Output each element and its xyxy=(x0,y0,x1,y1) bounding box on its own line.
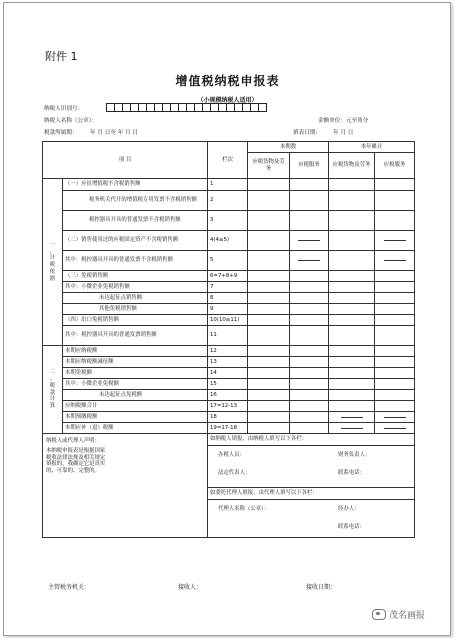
na-cell xyxy=(375,231,415,251)
amount-cell[interactable] xyxy=(290,390,329,401)
period-label: 税款所属期： xyxy=(44,130,78,136)
amount-cell[interactable] xyxy=(248,423,290,434)
na-cell xyxy=(290,231,329,251)
taxpayer-phone-label: 联系电话： xyxy=(338,470,365,476)
tax-return-table xyxy=(42,141,415,538)
amount-cell[interactable] xyxy=(248,368,290,379)
amount-cell[interactable] xyxy=(375,304,415,315)
row-label: 未达起征点销售额 xyxy=(63,293,208,304)
amount-cell[interactable] xyxy=(248,293,290,304)
amount-cell[interactable] xyxy=(375,293,415,304)
amount-cell[interactable] xyxy=(375,357,415,368)
amount-cell[interactable] xyxy=(329,401,375,412)
amount-cell[interactable] xyxy=(290,179,329,191)
amount-cell[interactable] xyxy=(248,191,290,211)
na-cell xyxy=(329,423,375,434)
amount-cell[interactable] xyxy=(248,282,290,293)
row-label: 本期应补（退）税额 xyxy=(63,423,208,434)
amount-cell[interactable] xyxy=(329,271,375,282)
amount-cell[interactable] xyxy=(375,271,415,282)
unit-label: 金额单位：元至角分 xyxy=(318,118,369,124)
row-label: 未达起征点免税额 xyxy=(63,390,208,401)
amount-cell[interactable] xyxy=(248,326,290,346)
attachment-label: 附件 1 xyxy=(45,50,78,63)
handler-label: 经办人： xyxy=(338,506,360,512)
taxpayer-fill-note: 如纳税人填报，由纳税人填写以下各栏： xyxy=(208,434,415,446)
amount-cell[interactable] xyxy=(375,282,415,293)
receive-date-label: 接收日期： xyxy=(306,584,337,591)
amount-cell[interactable] xyxy=(248,390,290,401)
amount-cell[interactable] xyxy=(290,304,329,315)
row-number: 7 xyxy=(208,282,248,293)
amount-cell[interactable] xyxy=(290,412,329,423)
taxpayer-id-label: 纳税人识别号： xyxy=(44,106,84,112)
amount-cell[interactable] xyxy=(329,390,375,401)
amount-cell[interactable] xyxy=(248,401,290,412)
row-number: 18 xyxy=(208,412,248,423)
fill-date-value: 年 月 日 xyxy=(333,130,354,136)
amount-cell[interactable] xyxy=(248,346,290,357)
amount-cell[interactable] xyxy=(248,271,290,282)
row-label: 税控器具开具的普通发票不含税销售额 xyxy=(63,211,208,231)
form-title: 增值税纳税申报表 xyxy=(175,74,280,88)
row-number: 15 xyxy=(208,379,248,390)
amount-cell[interactable] xyxy=(290,379,329,390)
form-subtitle: （小规模纳税人适用） xyxy=(197,97,258,104)
row-number: 9 xyxy=(208,304,248,315)
row-label: 本期预缴税额 xyxy=(63,412,208,423)
amount-cell[interactable] xyxy=(290,401,329,412)
col-item-header: 项 目 xyxy=(43,142,208,179)
amount-cell[interactable] xyxy=(375,179,415,191)
amount-cell[interactable] xyxy=(375,326,415,346)
amount-cell[interactable] xyxy=(329,251,375,271)
sub-goods-current: 应税货物及劳务 xyxy=(248,153,290,179)
sub-goods-ytd: 应税货物及劳务 xyxy=(329,153,375,179)
row-label: 其他免税销售额 xyxy=(63,304,208,315)
row-number: 16 xyxy=(208,390,248,401)
legal-rep-label: 法定代表人： xyxy=(218,470,251,476)
amount-cell[interactable] xyxy=(290,293,329,304)
row-label: 其中：税控器具开具的普通发票不含税销售额 xyxy=(63,251,208,271)
amount-cell[interactable] xyxy=(290,423,329,434)
row-label: 其中：小微企业免税销售额 xyxy=(63,282,208,293)
declaration-title: 纳税人或代理人声明： xyxy=(46,438,100,444)
agent-fill-note: 如委托代理人填报，由代理人填写以下各栏： xyxy=(208,488,415,500)
row-number: 6=7+8+9 xyxy=(208,271,248,282)
amount-cell[interactable] xyxy=(329,211,375,231)
amount-cell[interactable] xyxy=(248,251,290,271)
row-number: 17=12-13 xyxy=(208,401,248,412)
amount-cell[interactable] xyxy=(375,315,415,326)
row-label: 其中：税控器具开具的普通发票销售额 xyxy=(63,326,208,346)
amount-cell[interactable] xyxy=(290,282,329,293)
row-number: 2 xyxy=(208,191,248,211)
amount-cell[interactable] xyxy=(329,357,375,368)
row-number: 12 xyxy=(208,346,248,357)
amount-cell[interactable] xyxy=(329,179,375,191)
taxpayer-name-label: 纳税人名称（公章）： xyxy=(44,118,98,124)
period-value: 年 月 日至 年 月 日 xyxy=(90,130,139,136)
row-number: 1 xyxy=(208,179,248,191)
row-label: 本期免税额 xyxy=(63,368,208,379)
finance-head-label: 财务负责人： xyxy=(338,452,371,458)
fill-date-label: 填表日期： xyxy=(293,130,321,136)
amount-cell[interactable] xyxy=(290,346,329,357)
amount-cell[interactable] xyxy=(329,282,375,293)
amount-cell[interactable] xyxy=(290,357,329,368)
sub-services-current: 应税服务 xyxy=(290,153,329,179)
row-label: 税务机关代开的增值税专用发票不含税销售额 xyxy=(63,191,208,211)
receiver-label: 接收人： xyxy=(178,584,203,591)
row-label: （二）销售使用过的应税固定资产不含税销售额 xyxy=(63,231,208,251)
row-number: 11 xyxy=(208,326,248,346)
row-number: 3 xyxy=(208,211,248,231)
row-label: （一）应征增值税不含税销售额 xyxy=(63,179,208,191)
amount-cell[interactable] xyxy=(248,179,290,191)
amount-cell[interactable] xyxy=(290,211,329,231)
amount-cell[interactable] xyxy=(329,315,375,326)
amount-cell[interactable] xyxy=(290,315,329,326)
accountant-label: 办税人员： xyxy=(218,452,245,458)
col-row-header: 栏次 xyxy=(208,142,248,179)
amount-cell[interactable] xyxy=(329,231,375,251)
amount-cell[interactable] xyxy=(329,368,375,379)
amount-cell[interactable] xyxy=(329,304,375,315)
amount-cell[interactable] xyxy=(248,379,290,390)
na-cell xyxy=(290,251,329,271)
amount-cell[interactable] xyxy=(375,191,415,211)
amount-cell[interactable] xyxy=(375,390,415,401)
row-number: 13 xyxy=(208,357,248,368)
row-number: 5 xyxy=(208,251,248,271)
na-cell xyxy=(329,412,375,423)
amount-cell[interactable] xyxy=(290,326,329,346)
section-two-label: 二 、 税 款 计 算 xyxy=(43,346,63,434)
amount-cell[interactable] xyxy=(375,368,415,379)
agent-sign-block xyxy=(208,500,415,538)
row-number: 14 xyxy=(208,368,248,379)
amount-cell[interactable] xyxy=(248,231,290,251)
amount-cell[interactable] xyxy=(248,304,290,315)
taxpayer-id-boxes xyxy=(106,103,266,112)
agent-phone-label: 联系电话： xyxy=(338,524,365,530)
na-cell xyxy=(375,251,415,271)
row-number: 8 xyxy=(208,293,248,304)
row-number: 19=17-18 xyxy=(208,423,248,434)
amount-cell[interactable] xyxy=(329,191,375,211)
agent-name-label: 代理人名称（公章）： xyxy=(218,506,270,512)
tax-office-label: 主管税务机关： xyxy=(48,584,91,591)
amount-cell[interactable] xyxy=(375,346,415,357)
section-one-label: 一 、 计 税 依 据 xyxy=(43,179,63,346)
amount-cell[interactable] xyxy=(329,326,375,346)
amount-cell[interactable] xyxy=(375,379,415,390)
row-number: 10(10≥11) xyxy=(208,315,248,326)
declaration-block xyxy=(43,434,208,538)
amount-cell[interactable] xyxy=(248,357,290,368)
amount-cell[interactable] xyxy=(248,412,290,423)
row-number: 4(4≥5) xyxy=(208,231,248,251)
amount-cell[interactable] xyxy=(290,368,329,379)
na-cell xyxy=(375,412,415,423)
row-label: （四）出口免税销售额 xyxy=(63,315,208,326)
amount-cell[interactable] xyxy=(375,401,415,412)
amount-cell[interactable] xyxy=(248,315,290,326)
watermark-text: 茂名画报 xyxy=(389,611,426,621)
row-label: 本期应纳税额减征额 xyxy=(63,357,208,368)
chat-bubble-icon xyxy=(372,609,386,620)
group-ytd-header: 本年累计 xyxy=(329,142,415,153)
amount-cell[interactable] xyxy=(290,271,329,282)
row-label: （三）免税销售额 xyxy=(63,271,208,282)
amount-cell[interactable] xyxy=(329,346,375,357)
amount-cell[interactable] xyxy=(375,211,415,231)
watermark xyxy=(372,608,425,621)
row-label: 应纳税额合计 xyxy=(63,401,208,412)
amount-cell[interactable] xyxy=(290,191,329,211)
sub-services-ytd: 应税服务 xyxy=(375,153,415,179)
amount-cell[interactable] xyxy=(329,379,375,390)
na-cell xyxy=(375,423,415,434)
taxpayer-sign-block xyxy=(208,446,415,488)
amount-cell[interactable] xyxy=(329,293,375,304)
row-label: 本期应纳税额 xyxy=(63,346,208,357)
declaration-text: 本纳税申报表是根据国家税收法律法规及相关规定填报的，我确定它是真实的、可靠的、完整的。 xyxy=(46,447,106,474)
group-current-header: 本期数 xyxy=(248,142,329,153)
amount-cell[interactable] xyxy=(248,211,290,231)
row-label: 其中：小微企业免税额 xyxy=(63,379,208,390)
